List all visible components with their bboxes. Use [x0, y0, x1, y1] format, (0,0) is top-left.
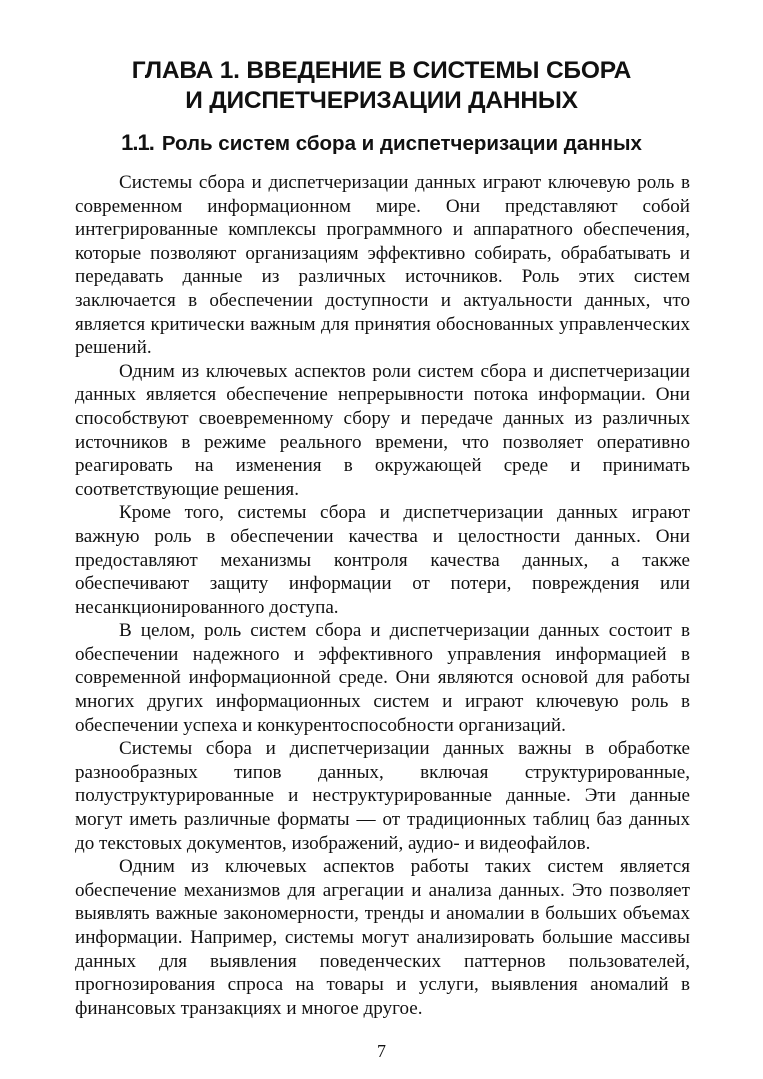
chapter-title-line-2: И ДИСПЕТЧЕРИЗАЦИИ ДАННЫХ	[185, 87, 578, 114]
section-number: 1.1.	[121, 130, 154, 155]
paragraph: Системы сбора и диспетчеризации данных играют ключевую роль в современном информационном мире. Они представляют собой интегрированные комплексы программного и аппаратного обеспечения, которые позволяют организациям эффективно собирать, обрабатывать и передавать данные из различных источников. Роль этих систем заключается в обеспечении доступности и актуальности данных, что является критически важным для принятия обоснованных управленческих решений.	[75, 172, 690, 359]
section-title: Роль систем сбора и диспетчеризации данных	[161, 132, 642, 155]
body-text	[75, 171, 690, 1020]
page-number: 7	[377, 1041, 386, 1061]
section-heading	[60, 129, 703, 158]
paragraph: Кроме того, системы сбора и диспетчеризации данных играют важную роль в обеспечении качества и целостности данных. Они предоставляют механизмы контроля качества данных, а также обеспечивают защиту информации от потери, повреждения или несанкционированного доступа.	[75, 502, 690, 618]
paragraph: Одним из ключевых аспектов роли систем сбора и диспетчеризации данных является обеспечение непрерывности потока информации. Они способствуют своевременному сбору и передаче данных из различных источников в режиме реального времени, что позволяет оперативно реагировать на изменения в окружающей среде и принимать соответствующие решения.	[75, 360, 690, 500]
paragraph: Одним из ключевых аспектов работы таких систем является обеспечение механизмов для агрегации и анализа данных. Это позволяет выявлять важные закономерности, тренды и аномалии в больших объемах информации. Например, системы могут анализировать большие массивы данных для выявления поведенческих паттернов пользователей, прогнозирования спроса на товары и услуги, выявления аномалий в финансовых транзакциях и многое другое.	[75, 856, 690, 1019]
chapter-title-line-1: ГЛАВА 1. ВВЕДЕНИЕ В СИСТЕМЫ СБОРА	[131, 57, 632, 84]
chapter-title	[60, 56, 703, 116]
paragraph: Системы сбора и диспетчеризации данных важны в обработке разнообразных типов данных, включая структурированные, полуструктурированные и неструктурированные данные. Эти данные могут иметь различные форматы — от традиционных таблиц баз данных до текстовых документов, изображений, аудио- и видеофайлов.	[75, 738, 690, 854]
paragraph: В целом, роль систем сбора и диспетчеризации данных состоит в обеспечении надежного и эффективного управления информацией в современной информационной среде. Они являются основой для работы многих других информационных систем и играют ключевую роль в обеспечении успеха и конкурентоспособности организаций.	[75, 620, 690, 736]
